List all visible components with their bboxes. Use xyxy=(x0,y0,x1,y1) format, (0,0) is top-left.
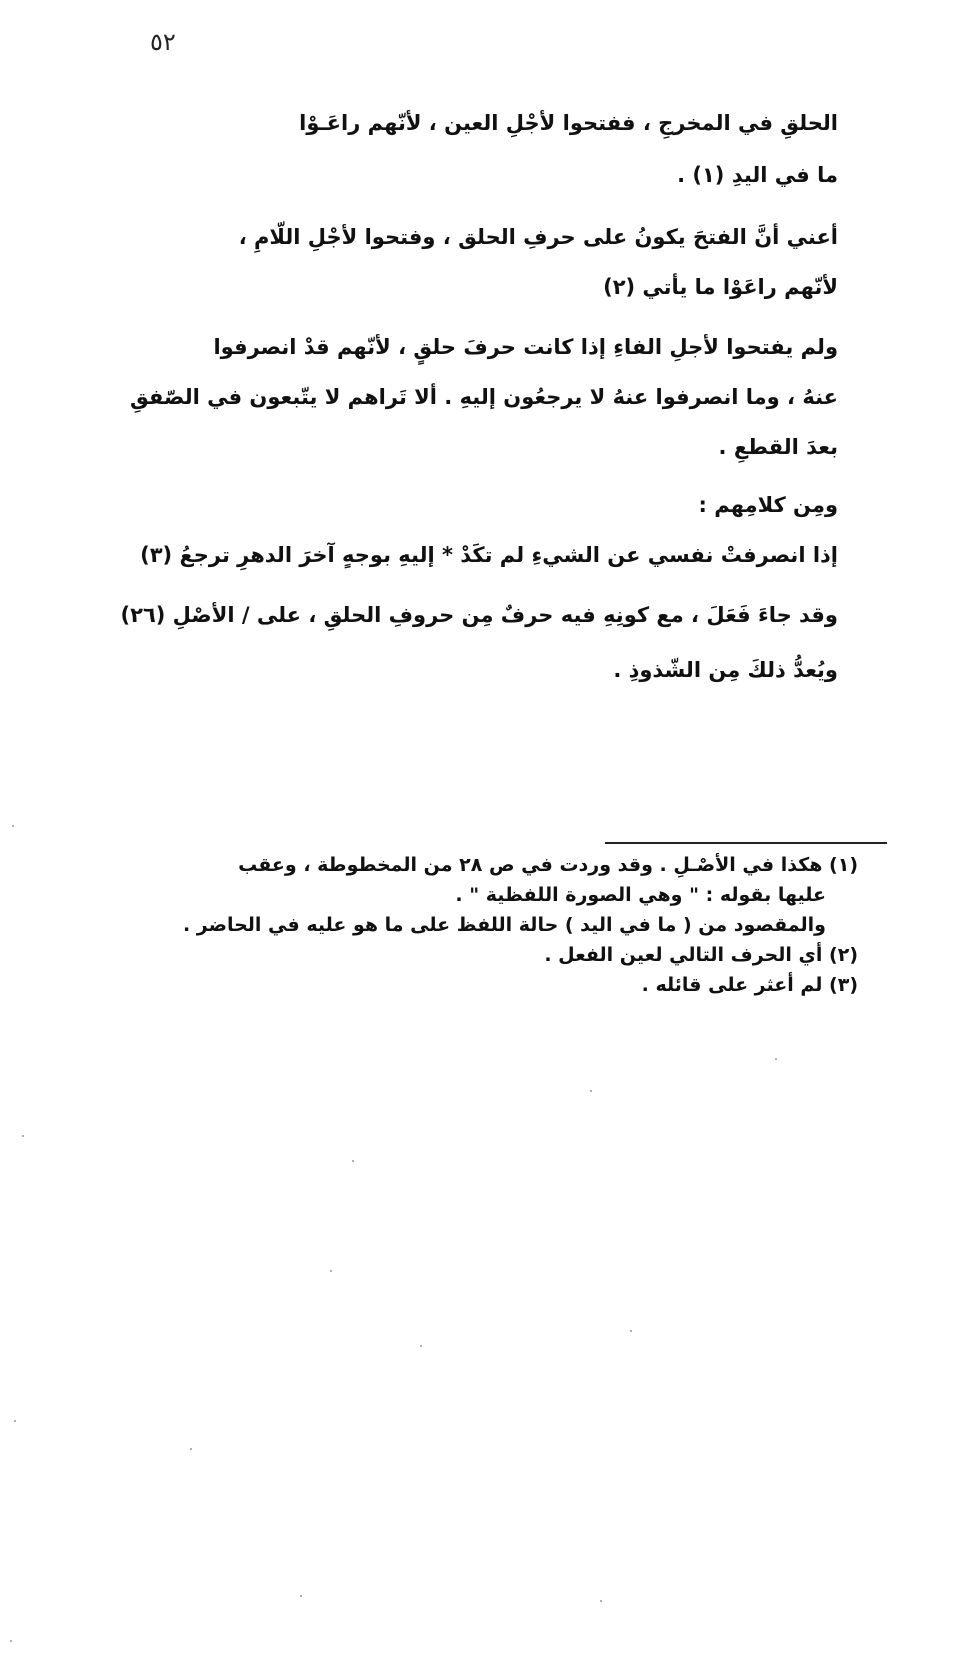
scan-speck xyxy=(590,1090,592,1092)
body-line-1: الحلقِ في المخرجِ ، ففتحوا لأجْلِ العين ، لأنّهم راعَـوْا xyxy=(299,111,838,135)
scan-speck xyxy=(14,1420,16,1422)
body-line-2: ما في اليدِ (١) . xyxy=(677,163,838,187)
body-line-10: وقد جاءَ فَعَلَ ، مع كونِهِ فيه حرفٌ مِن حروفِ الحلقِ ، على / الأصْلِ (٢٦) xyxy=(120,603,838,627)
scan-speck xyxy=(330,1270,332,1272)
footnote-divider xyxy=(605,842,887,844)
footnote-3: (٣) لم أعثر على قائله . xyxy=(641,974,858,996)
body-line-11: ويُعدُّ ذلكَ مِن الشّذوذِ . xyxy=(613,658,838,682)
scan-speck xyxy=(190,1448,192,1450)
footnote-1-line-3: والمقصود من ( ما في اليد ) حالة اللفظ على ما هو عليه في الحاضر . xyxy=(182,914,826,936)
footnote-1-line-1: (١) هكذا في الأصْـلِ . وقد وردت في ص ٢٨ من المخطوطة ، وعقب xyxy=(238,854,858,876)
scan-speck xyxy=(12,825,14,827)
scan-speck xyxy=(352,1160,354,1162)
scan-speck xyxy=(300,1595,302,1597)
body-line-5: ولم يفتحوا لأجلِ الفاءِ إذا كانت حرفَ حلقٍ ، لأنّهم قدْ انصرفوا xyxy=(213,335,838,359)
scan-speck xyxy=(600,1600,602,1602)
scan-speck xyxy=(775,1058,777,1060)
scan-speck xyxy=(420,1345,422,1347)
body-line-7: بعدَ القطعِ . xyxy=(718,435,838,459)
scan-speck xyxy=(630,1330,632,1332)
body-line-6: عنهُ ، وما انصرفوا عنهُ لا يرجعُون إليهِ . ألا تَراهم لا يتّبعون في الصّفقِ xyxy=(129,385,838,409)
scan-speck xyxy=(10,1640,12,1642)
body-line-8: ومِن كلامِهم : xyxy=(698,493,838,517)
body-line-3: أعني أنَّ الفتحَ يكونُ على حرفِ الحلق ، وفتحوا لأجْلِ اللّامِ ، xyxy=(238,225,838,249)
body-line-4: لأنّهم راعَوْا ما يأتي (٢) xyxy=(603,275,838,299)
verse-line: إذا انصرفتْ نفسي عن الشيءِ لم تكَدْ * إليهِ بوجهٍ آخرَ الدهرِ ترجعُ (٣) xyxy=(140,543,838,567)
scan-speck xyxy=(22,1135,24,1137)
footnote-1-line-2: عليها بقوله : " وهي الصورة اللفظية " . xyxy=(455,884,826,906)
page-number: ٥٢ xyxy=(150,28,176,56)
footnote-2: (٢) أي الحرف التالي لعين الفعل . xyxy=(544,944,858,966)
